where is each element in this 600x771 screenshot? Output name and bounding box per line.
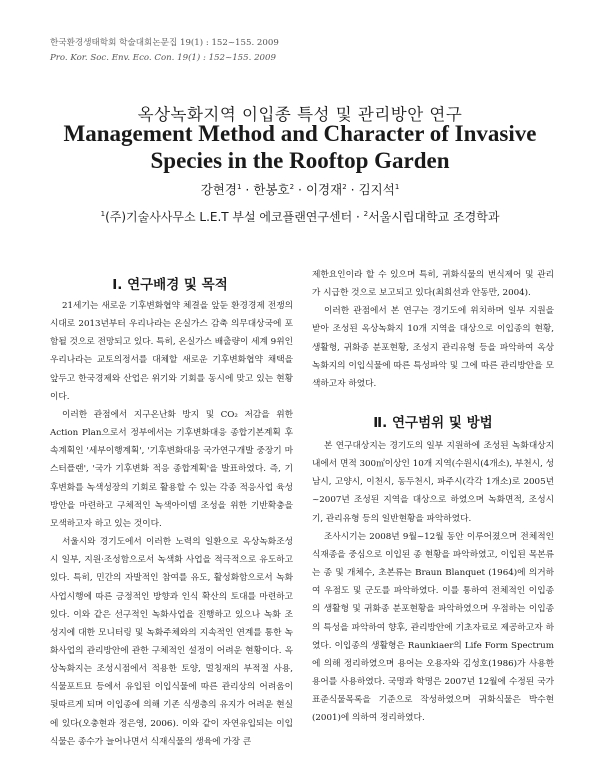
author-list: [0, 180, 600, 198]
affil-mark: 1: [100, 210, 106, 218]
title-english-line1: Management Method and Character of Invasive: [63, 121, 537, 146]
title-korean: 옥상녹화지역 이입종 특성 및 관리방안 연구: [137, 105, 463, 124]
paragraph: 서울시와 경기도에서 이러한 노력의 일환으로 옥상녹화조성시 일부, 지원·조성함으로서 녹색화 사업을 적극적으로 유도하고 있다. 특히, 민간의 자발적인 참여를 유도, 활성화함으로서 녹화사업시행에 따른 긍정적인 방향과 인식 확산의 토대를 마련하고 있다. 이와 같은 선구적인 녹화사업을 진행하고 있으나 녹화 조성지에 대한 모니터링 및 녹화주체와의 지속적인 연계를 통한 녹화사업의 관리방안에 관한 구체적인 설정이 어려운 현황이다. 옥상녹화지는 조성시점에서 적용한 토양, 멀칭재의 부적절 사용, 식물포트묘 등에서 유입된 이입식물에 따른 관리상의 어려움이 뒷따르게 되며 이입종에 의해 기존 식생층의 유지가 어려운 현실에 있다(오충현과 정은영, 2006). 이와 같이 자연유입되는 이입식물은 종수가 늘어나면서 식재식물의 생육에 가장 큰: [50, 537, 293, 747]
paragraph: 이러한 관점에서 본 연구는 경기도에 위치하며 일부 지원을 받아 조성된 옥상녹화지 10개 지역을 대상으로 이입종의 현황, 생활형, 귀화종 분포현황, 조성지 관리유형 등을 파악하여 옥상녹화지의 이입식물에 따른 특성파악 및 그에 따른 관리방안을 모색하고자 하였다.: [312, 306, 554, 389]
right-column-top: [312, 266, 554, 393]
author-affil-mark: 2: [289, 182, 295, 191]
journal-citation-english: Pro. Kor. Soc. Env. Eco. Con. 19(1) : 152~155. 2009: [50, 53, 276, 63]
affil-mark: 2: [363, 210, 369, 218]
author-separator: ·: [346, 182, 359, 197]
author-name: 한봉호: [253, 182, 290, 197]
author-name: 김지석: [358, 182, 395, 197]
affiliation: [0, 208, 600, 225]
author-separator: ·: [241, 182, 254, 197]
section-heading: Ⅰ. 연구배경 및 목적: [112, 277, 228, 293]
affil-text: (주)기술사사무소 L.E.T 부설 에코플랜연구센터 ·: [105, 210, 364, 224]
paragraph: 21세기는 새로운 기후변화협약 체결을 앞둔 환경경제 전쟁의 시대로 2013년부터 우리나라는 온실가스 감축 의무대상국에 포함될 것으로 전망되고 있다. 특히, 온실가스 배출량이 세계 9위인 우리나라는 교토의정서를 대체할 새로운 기후변화협약 채택을 앞두고 한국경제와 산업은 위기와 기회를 동시에 맞고 있는 현황이다.: [50, 301, 293, 402]
journal-citation-korean: 한국환경생태학회 학술대회논문집 19(1) : 152~155. 2009: [50, 38, 279, 48]
author-name: 강현경: [200, 182, 237, 197]
author-separator: ·: [294, 182, 306, 197]
author-affil-mark: 2: [342, 182, 347, 191]
title-english-line2: Species in the Rooftop Garden: [150, 148, 450, 173]
title-english: [0, 120, 600, 174]
paragraph: 이러한 관점에서 지구온난화 방지 및 CO₂ 저감을 위한 Action Plan으로서 정부에서는 기후변화대응 종합기본계획 후속계획인 '세부이행계획', '기후변화대응 국가연구개발 중장기 마스터플랜', '국가 기후변화 적응 종합계획'을 발표하였다. 즉, 기후변화를 녹색성장의 기회로 활용할 수 있는 각종 적응사업 육성방안을 마련하고 구체적인 녹색아이템 조성을 위한 기반확충을 모색하고자 하고 있는 것이다.: [50, 409, 293, 529]
paragraph: 조사시기는 2008년 9월~12월 동안 이루어졌으며 전체적인 식재종을 중심으로 이입된 종 현황을 파악하였고, 이입된 목본류는 종 및 개체수, 초본류는 Braun Blanquet (1964)에 의거하여 우점도 및 군도를 파악하였다. 이를 통하여 전체적인 이입종의 생활형 및 귀화종 분포현황을 파악하였으며 우점하는 이입종의 특성을 파악하여 향후, 관리방안에 기초자료로 제공하고자 하였다. 이입종의 생활형은 Raunkiaer의 Life Form Spectrum에 의해 정리하였으며 용어는 오용자와 김성호(1986)가 사용한 용어를 사용하였다. 국명과 학명은 2007년 12월에 수정된 국가표준식물목록을 기준으로 작성하였으며 귀화식물은 박수현(2001)에 의하여 정리하였다.: [312, 531, 554, 724]
section-heading: Ⅱ. 연구범위 및 방법: [373, 415, 493, 431]
journal-citation: [50, 36, 279, 66]
right-column-bottom: [312, 437, 554, 728]
affil-text: 서울시립대학교 조경학과: [368, 210, 500, 224]
author-name: 이경재: [305, 182, 343, 197]
paragraph: 본 연구대상지는 경기도의 일부 지원하에 조성된 녹화대상지내에서 면적 300㎡이상인 10개 지역(수원시(4개소), 부천시, 성남시, 고양시, 이천시, 동두천시, 파주시(각각 1개소)로 2005년~2007년 조성된 지역을 대상으로 하였으며 녹화면적, 조성시기, 관리유형 등의 일반현황을 파악하였다.: [312, 441, 554, 524]
author-affil-mark: 1: [236, 182, 242, 191]
paragraph: 제한요인이라 할 수 있으며 특히, 귀화식물의 번식제어 및 관리가 시급한 것으로 보고되고 있다(최희선과 안동만, 2004).: [312, 270, 554, 299]
author-affil-mark: 1: [394, 182, 400, 191]
left-column: [50, 297, 293, 751]
